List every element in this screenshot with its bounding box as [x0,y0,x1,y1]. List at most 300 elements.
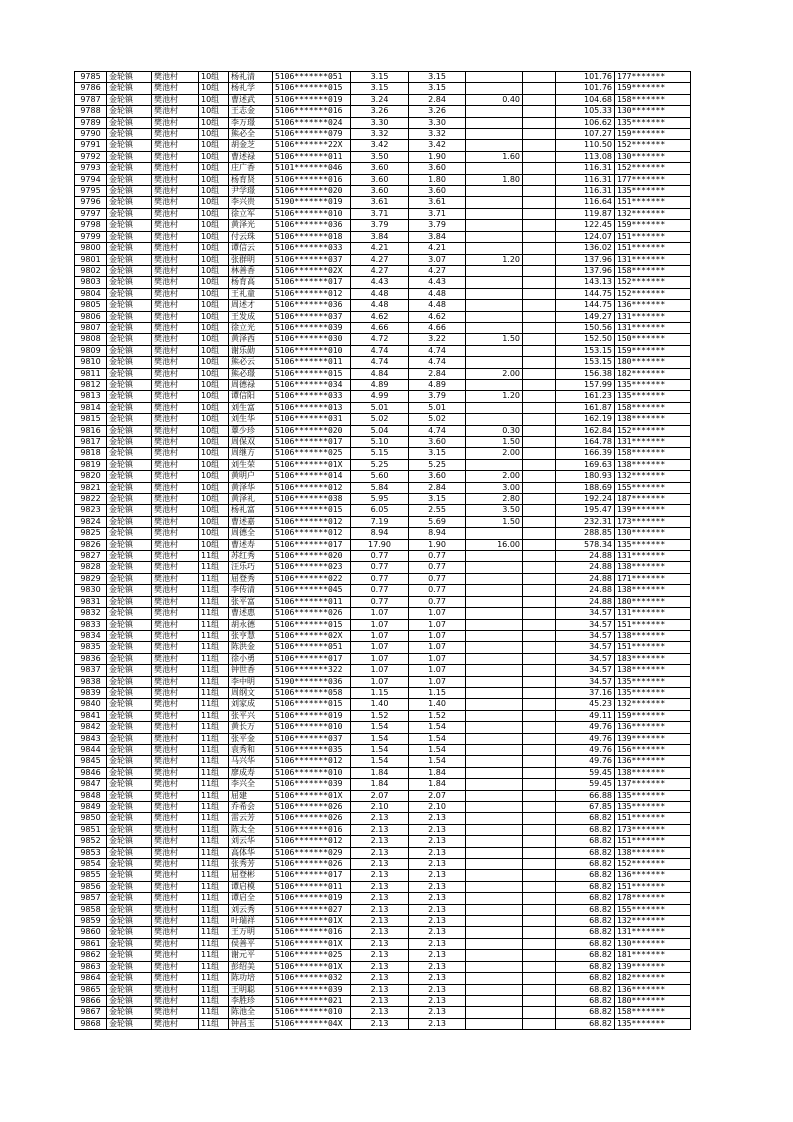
group-cell: 10组 [199,300,229,311]
amount-cell: 68.82 [556,859,615,870]
area-part-a-cell: 3.42 [409,140,466,151]
name-cell: 李中明 [229,676,273,687]
group-cell: 10组 [199,140,229,151]
id-number-cell: 5190*******019 [273,197,351,208]
town-cell: 金轮镇 [107,368,152,379]
table-row [75,106,691,117]
id-number-cell: 5106*******039 [273,322,351,333]
town-cell: 金轮镇 [107,163,152,174]
amount-cell: 161.87 [556,402,615,413]
table-row [75,995,691,1006]
area-part-b-cell [466,585,523,596]
name-cell: 庄广香 [229,163,273,174]
amount-cell: 37.16 [556,687,615,698]
id-number-cell: 5106*******051 [273,642,351,653]
phone-cell: 131******* [615,254,691,265]
area-part-a-cell: 2.13 [409,984,466,995]
table-row [75,437,691,448]
row-number: 9822 [75,494,107,505]
id-number-cell: 5106*******011 [273,596,351,607]
area-part-a-cell: 3.30 [409,117,466,128]
area-part-b-cell: 3.50 [466,505,523,516]
village-cell: 樊池村 [152,779,199,790]
name-cell: 李兴贵 [229,197,273,208]
area-part-a-cell: 3.60 [409,186,466,197]
town-cell: 金轮镇 [107,129,152,140]
name-cell: 杨礼富 [229,505,273,516]
village-cell: 樊池村 [152,710,199,721]
area-part-b-cell [466,311,523,322]
area-part-b-cell [466,630,523,641]
name-cell: 周德禄 [229,379,273,390]
blank-cell [523,243,556,254]
id-number-cell: 5106*******01X [273,961,351,972]
blank-cell [523,630,556,641]
area-part-b-cell [466,847,523,858]
group-cell: 10组 [199,471,229,482]
town-cell: 金轮镇 [107,562,152,573]
phone-cell: 132******* [615,916,691,927]
row-number: 9868 [75,1018,107,1029]
ledger-body [75,72,691,1030]
area-part-b-cell [466,881,523,892]
phone-cell: 151******* [615,197,691,208]
village-cell: 樊池村 [152,528,199,539]
village-cell: 樊池村 [152,551,199,562]
village-cell: 樊池村 [152,699,199,710]
id-number-cell: 5106*******017 [273,437,351,448]
name-cell: 刘生华 [229,414,273,425]
blank-cell [523,345,556,356]
phone-cell: 183******* [615,653,691,664]
village-cell: 樊池村 [152,186,199,197]
group-cell: 11组 [199,687,229,698]
name-cell: 陈池全 [229,1007,273,1018]
area-total-cell: 1.07 [351,676,409,687]
blank-cell [523,973,556,984]
name-cell: 黄泽礼 [229,494,273,505]
town-cell: 金轮镇 [107,904,152,915]
name-cell: 王礼童 [229,288,273,299]
area-part-b-cell [466,129,523,140]
village-cell: 樊池村 [152,938,199,949]
town-cell: 金轮镇 [107,505,152,516]
blank-cell [523,573,556,584]
amount-cell: 578.34 [556,539,615,550]
id-number-cell: 5106*******033 [273,391,351,402]
town-cell: 金轮镇 [107,83,152,94]
blank-cell [523,619,556,630]
row-number: 9802 [75,265,107,276]
area-total-cell: 4.27 [351,265,409,276]
row-number: 9854 [75,859,107,870]
amount-cell: 68.82 [556,904,615,915]
group-cell: 11组 [199,790,229,801]
phone-cell: 135******* [615,117,691,128]
amount-cell: 136.02 [556,243,615,254]
table-row [75,83,691,94]
area-part-a-cell: 2.13 [409,836,466,847]
id-number-cell: 5106*******037 [273,733,351,744]
area-total-cell: 3.15 [351,72,409,83]
row-number: 9813 [75,391,107,402]
name-cell: 侯善平 [229,938,273,949]
area-total-cell: 0.77 [351,562,409,573]
name-cell: 雷云芳 [229,813,273,824]
town-cell: 金轮镇 [107,414,152,425]
table-row [75,471,691,482]
amount-cell: 104.68 [556,94,615,105]
blank-cell [523,733,556,744]
town-cell: 金轮镇 [107,140,152,151]
area-part-a-cell: 3.60 [409,471,466,482]
town-cell: 金轮镇 [107,619,152,630]
area-part-a-cell: 4.62 [409,311,466,322]
group-cell: 11组 [199,699,229,710]
table-row [75,334,691,345]
area-total-cell: 2.13 [351,973,409,984]
row-number: 9787 [75,94,107,105]
village-cell: 樊池村 [152,836,199,847]
amount-cell: 49.76 [556,744,615,755]
area-part-a-cell: 5.02 [409,414,466,425]
phone-cell: 132******* [615,208,691,219]
phone-cell: 180******* [615,357,691,368]
row-number: 9825 [75,528,107,539]
amount-cell: 162.19 [556,414,615,425]
village-cell: 樊池村 [152,391,199,402]
amount-cell: 107.27 [556,129,615,140]
group-cell: 10组 [199,265,229,276]
table-row [75,722,691,733]
town-cell: 金轮镇 [107,836,152,847]
id-number-cell: 5106*******011 [273,357,351,368]
town-cell: 金轮镇 [107,573,152,584]
area-part-b-cell: 1.50 [466,334,523,345]
amount-cell: 105.33 [556,106,615,117]
id-number-cell: 5106*******010 [273,208,351,219]
row-number: 9866 [75,995,107,1006]
name-cell: 周纲文 [229,687,273,698]
area-part-a-cell: 2.13 [409,916,466,927]
area-part-b-cell [466,197,523,208]
area-part-b-cell [466,562,523,573]
group-cell: 11组 [199,995,229,1006]
phone-cell: 151******* [615,836,691,847]
area-part-a-cell: 2.13 [409,893,466,904]
village-cell: 樊池村 [152,117,199,128]
id-number-cell: 5106*******020 [273,425,351,436]
table-row [75,790,691,801]
village-cell: 樊池村 [152,311,199,322]
village-cell: 樊池村 [152,83,199,94]
name-cell: 屈登彬 [229,870,273,881]
amount-cell: 119.87 [556,208,615,219]
blank-cell [523,254,556,265]
area-part-a-cell: 3.61 [409,197,466,208]
amount-cell: 101.76 [556,83,615,94]
town-cell: 金轮镇 [107,893,152,904]
id-number-cell: 5106*******017 [273,870,351,881]
area-total-cell: 1.07 [351,608,409,619]
group-cell: 10组 [199,106,229,117]
phone-cell: 182******* [615,368,691,379]
area-part-b-cell [466,1007,523,1018]
town-cell: 金轮镇 [107,494,152,505]
area-part-b-cell [466,916,523,927]
area-part-a-cell: 3.60 [409,437,466,448]
village-cell: 樊池村 [152,904,199,915]
phone-cell: 135******* [615,687,691,698]
amount-cell: 59.45 [556,779,615,790]
id-number-cell: 5106*******036 [273,300,351,311]
blank-cell [523,197,556,208]
id-number-cell: 5106*******02X [273,265,351,276]
row-number: 9806 [75,311,107,322]
amount-cell: 66.88 [556,790,615,801]
amount-cell: 153.15 [556,345,615,356]
town-cell: 金轮镇 [107,539,152,550]
id-number-cell: 5106*******036 [273,220,351,231]
area-part-a-cell: 1.07 [409,642,466,653]
area-total-cell: 2.13 [351,893,409,904]
area-part-b-cell: 1.20 [466,391,523,402]
row-number: 9814 [75,402,107,413]
village-cell: 樊池村 [152,790,199,801]
blank-cell [523,562,556,573]
table-row [75,836,691,847]
group-cell: 10组 [199,254,229,265]
id-number-cell: 5106*******012 [273,836,351,847]
group-cell: 11组 [199,870,229,881]
amount-cell: 152.50 [556,334,615,345]
group-cell: 11组 [199,585,229,596]
amount-cell: 116.64 [556,197,615,208]
id-number-cell: 5106*******025 [273,448,351,459]
table-row [75,904,691,915]
area-part-a-cell: 3.07 [409,254,466,265]
row-number: 9833 [75,619,107,630]
table-row [75,596,691,607]
area-part-b-cell [466,357,523,368]
id-number-cell: 5106*******026 [273,859,351,870]
id-number-cell: 5106*******01X [273,790,351,801]
row-number: 9835 [75,642,107,653]
area-total-cell: 2.13 [351,904,409,915]
blank-cell [523,961,556,972]
row-number: 9807 [75,322,107,333]
area-total-cell: 4.62 [351,311,409,322]
area-part-b-cell [466,950,523,961]
phone-cell: 139******* [615,733,691,744]
amount-cell: 288.85 [556,528,615,539]
area-part-b-cell [466,699,523,710]
id-number-cell: 5106*******012 [273,288,351,299]
table-row [75,779,691,790]
area-part-a-cell: 1.40 [409,699,466,710]
amount-cell: 24.88 [556,562,615,573]
id-number-cell: 5106*******01X [273,459,351,470]
name-cell: 曹述禄 [229,151,273,162]
row-number: 9831 [75,596,107,607]
area-part-a-cell: 0.77 [409,573,466,584]
phone-cell: 151******* [615,243,691,254]
town-cell: 金轮镇 [107,277,152,288]
amount-cell: 34.57 [556,665,615,676]
area-part-a-cell: 3.60 [409,163,466,174]
id-number-cell: 5106*******016 [273,927,351,938]
phone-cell: 136******* [615,722,691,733]
group-cell: 11组 [199,916,229,927]
phone-cell: 138******* [615,414,691,425]
table-row [75,345,691,356]
area-total-cell: 4.48 [351,300,409,311]
row-number: 9856 [75,881,107,892]
area-part-b-cell [466,802,523,813]
name-cell: 苏红秀 [229,551,273,562]
table-row [75,551,691,562]
row-number: 9820 [75,471,107,482]
row-number: 9843 [75,733,107,744]
blank-cell [523,779,556,790]
phone-cell: 158******* [615,94,691,105]
village-cell: 樊池村 [152,573,199,584]
area-part-a-cell: 4.74 [409,425,466,436]
blank-cell [523,847,556,858]
area-total-cell: 5.02 [351,414,409,425]
village-cell: 樊池村 [152,950,199,961]
blank-cell [523,277,556,288]
id-number-cell: 5106*******079 [273,129,351,140]
name-cell: 周保双 [229,437,273,448]
amount-cell: 116.31 [556,174,615,185]
village-cell: 樊池村 [152,368,199,379]
area-part-b-cell [466,767,523,778]
area-part-b-cell [466,961,523,972]
group-cell: 11组 [199,653,229,664]
area-part-b-cell [466,665,523,676]
table-row [75,368,691,379]
name-cell: 李兴全 [229,779,273,790]
area-part-a-cell: 1.54 [409,744,466,755]
blank-cell [523,72,556,83]
row-number: 9791 [75,140,107,151]
town-cell: 金轮镇 [107,596,152,607]
area-part-a-cell: 1.07 [409,608,466,619]
table-row [75,505,691,516]
table-row [75,642,691,653]
table-row [75,459,691,470]
table-row [75,630,691,641]
area-total-cell: 1.07 [351,665,409,676]
id-number-cell: 5106*******010 [273,767,351,778]
area-part-a-cell: 0.77 [409,551,466,562]
amount-cell: 34.57 [556,608,615,619]
phone-cell: 152******* [615,163,691,174]
table-row [75,208,691,219]
row-number: 9859 [75,916,107,927]
name-cell: 林善香 [229,265,273,276]
phone-cell: 130******* [615,938,691,949]
area-part-a-cell: 3.32 [409,129,466,140]
blank-cell [523,425,556,436]
area-part-b-cell [466,288,523,299]
group-cell: 10组 [199,425,229,436]
village-cell: 樊池村 [152,106,199,117]
phone-cell: 135******* [615,1018,691,1029]
town-cell: 金轮镇 [107,551,152,562]
table-row [75,186,691,197]
blank-cell [523,163,556,174]
name-cell: 张群明 [229,254,273,265]
group-cell: 10组 [199,505,229,516]
town-cell: 金轮镇 [107,585,152,596]
area-total-cell: 2.13 [351,1007,409,1018]
area-part-b-cell [466,573,523,584]
area-part-a-cell: 5.25 [409,459,466,470]
phone-cell: 138******* [615,665,691,676]
name-cell: 胡金芝 [229,140,273,151]
table-row [75,516,691,527]
area-part-a-cell: 3.79 [409,220,466,231]
blank-cell [523,414,556,425]
area-part-a-cell: 4.43 [409,277,466,288]
blank-cell [523,437,556,448]
amount-cell: 49.76 [556,722,615,733]
table-row [75,744,691,755]
village-cell: 樊池村 [152,653,199,664]
area-total-cell: 4.74 [351,357,409,368]
village-cell: 樊池村 [152,585,199,596]
name-cell: 徐立军 [229,208,273,219]
area-part-b-cell [466,140,523,151]
area-part-b-cell [466,813,523,824]
table-row [75,72,691,83]
id-number-cell: 5106*******018 [273,231,351,242]
area-total-cell: 3.30 [351,117,409,128]
town-cell: 金轮镇 [107,311,152,322]
area-part-a-cell: 1.07 [409,630,466,641]
table-row [75,619,691,630]
area-total-cell: 3.60 [351,186,409,197]
area-part-b-cell [466,927,523,938]
row-number: 9862 [75,950,107,961]
town-cell: 金轮镇 [107,1018,152,1029]
town-cell: 金轮镇 [107,265,152,276]
blank-cell [523,608,556,619]
blank-cell [523,710,556,721]
phone-cell: 135******* [615,186,691,197]
table-row [75,391,691,402]
table-row [75,220,691,231]
area-total-cell: 2.13 [351,950,409,961]
id-number-cell: 5106*******011 [273,151,351,162]
id-number-cell: 5106*******322 [273,665,351,676]
town-cell: 金轮镇 [107,984,152,995]
name-cell: 刘生富 [229,402,273,413]
amount-cell: 161.23 [556,391,615,402]
village-cell: 樊池村 [152,459,199,470]
group-cell: 10组 [199,402,229,413]
area-part-a-cell: 1.54 [409,722,466,733]
area-part-b-cell [466,72,523,83]
id-number-cell: 5106*******026 [273,802,351,813]
blank-cell [523,802,556,813]
area-total-cell: 0.77 [351,551,409,562]
town-cell: 金轮镇 [107,425,152,436]
group-cell: 11组 [199,847,229,858]
area-total-cell: 2.07 [351,790,409,801]
